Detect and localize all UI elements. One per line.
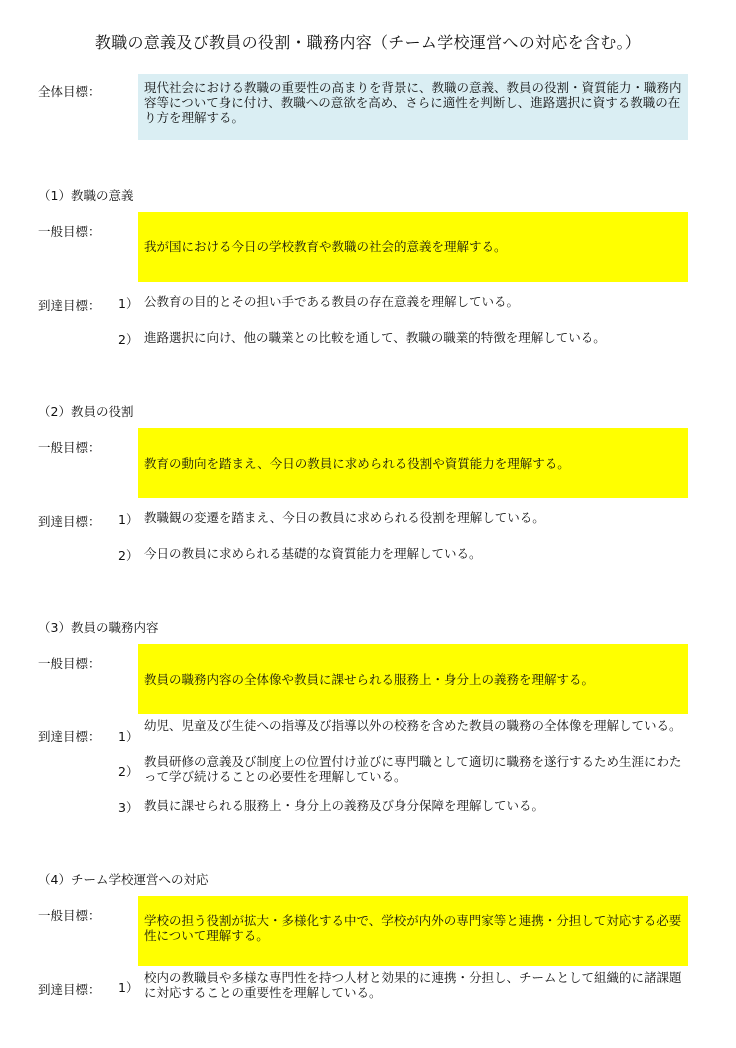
section-2-heading: （2）教員の役割 — [38, 404, 134, 419]
section-2-goal-1-num: 1） — [118, 512, 139, 527]
overall-goal-text: 現代社会における教職の重要性の高まりを背景に、教職の意義、教員の役割・資質能力・職務内容等について身に付け、教職への意欲を高め、さらに適性を判断し、進路選択に資する教職の在り方を理解する。 — [144, 80, 682, 125]
section-3-general-label: 一般目標： — [38, 656, 101, 671]
section-4-general-text: 学校の担う役割が拡大・多様化する中で、学校が内外の専門家等と連携・分担して対応する必要性について理解する。 — [144, 913, 682, 943]
section-1-goal-2-text: 進路選択に向け、他の職業との比較を通して、教職の職業的特徴を理解している。 — [144, 330, 606, 345]
section-3-general-box — [138, 644, 688, 714]
section-1-general-label: 一般目標： — [38, 224, 101, 239]
section-1-heading: （1）教職の意義 — [38, 188, 134, 203]
section-1-attainment-label: 到達目標： — [38, 298, 101, 313]
section-2-general-label: 一般目標： — [38, 440, 101, 455]
section-4-general-box — [138, 896, 688, 966]
section-2-goal-2-text: 今日の教員に求められる基礎的な資質能力を理解している。 — [144, 546, 482, 561]
section-4-goal-1-text: 校内の教職員や多様な専門性を持つ人材と効果的に連携・分担し、チームとして組織的に諸課題に対応することの重要性を理解している。 — [144, 970, 682, 1000]
page-title: 教職の意義及び教員の役割・職務内容（チーム学校運営への対応を含む。） — [94, 33, 642, 52]
section-4-heading: （4）チーム学校運営への対応 — [38, 872, 209, 887]
section-1-goal-1-num: 1） — [118, 296, 139, 311]
section-3-goal-3-num: 3） — [118, 800, 139, 815]
section-3-goal-1-text: 幼児、児童及び生徒への指導及び指導以外の校務を含めた教員の職務の全体像を理解している。 — [144, 718, 682, 733]
section-4-goal-1-num: 1） — [118, 980, 139, 995]
section-4-general-label: 一般目標： — [38, 908, 101, 923]
overall-goal-box — [138, 74, 688, 140]
section-2-goal-2-num: 2） — [118, 548, 139, 563]
section-3-goal-2-num: 2） — [118, 764, 139, 779]
section-1-general-text: 我が国における今日の学校教育や教職の社会的意義を理解する。 — [144, 239, 507, 254]
section-3-general-text: 教員の職務内容の全体像や教員に課せられる服務上・身分上の義務を理解する。 — [144, 672, 595, 687]
section-2-goal-1-text: 教職観の変遷を踏まえ、今日の教員に求められる役割を理解している。 — [144, 510, 545, 525]
section-3-goal-1-num: 1） — [118, 729, 139, 744]
section-3-goal-3-text: 教員に課せられる服務上・身分上の義務及び身分保障を理解している。 — [144, 798, 545, 813]
section-1-goal-2-num: 2） — [118, 332, 139, 347]
section-4-attainment-label: 到達目標： — [38, 982, 101, 997]
section-2-attainment-label: 到達目標： — [38, 514, 101, 529]
section-3-attainment-label: 到達目標： — [38, 729, 101, 744]
overall-label: 全体目標： — [38, 84, 101, 99]
section-3-heading: （3）教員の職務内容 — [38, 620, 159, 635]
section-2-general-box — [138, 428, 688, 498]
section-2-general-text: 教育の動向を踏まえ、今日の教員に求められる役割や資質能力を理解する。 — [144, 456, 570, 471]
section-1-goal-1-text: 公教育の目的とその担い手である教員の存在意義を理解している。 — [144, 294, 520, 309]
section-1-general-box — [138, 212, 688, 282]
section-3-goal-2-text: 教員研修の意義及び制度上の位置付け並びに専門職として適切に職務を遂行するため生涯にわたって学び続けることの必要性を理解している。 — [144, 754, 682, 784]
